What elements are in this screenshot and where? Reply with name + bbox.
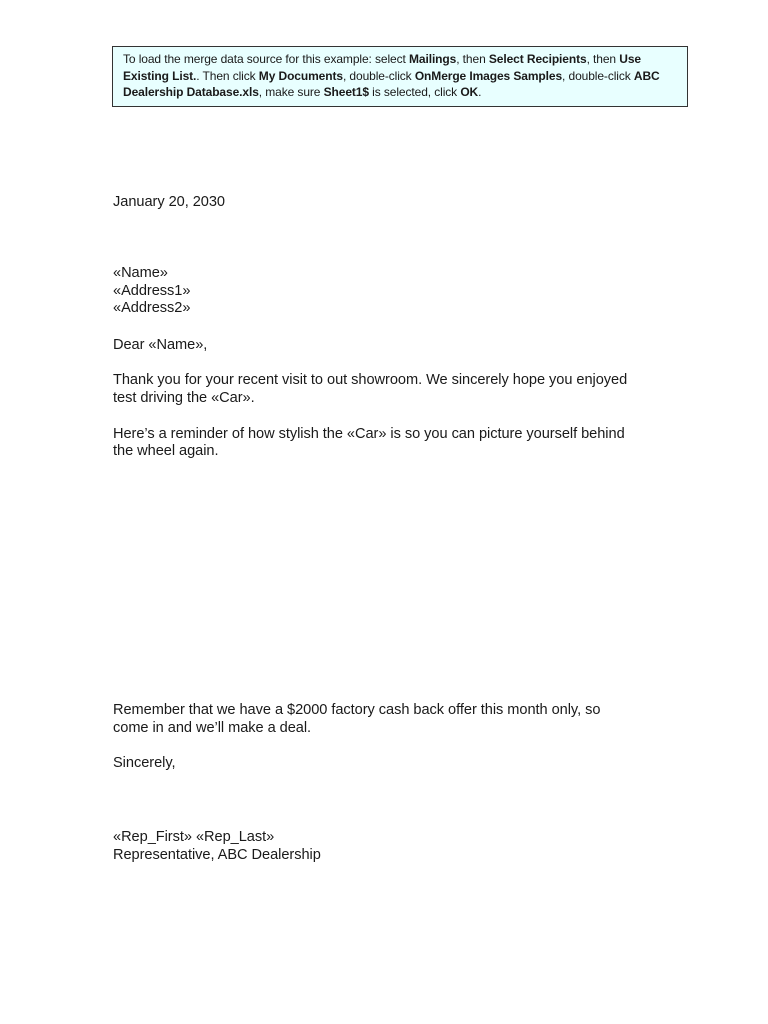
paragraph-2-line-1: Here’s a reminder of how stylish the «Car» is so you can picture yourself behind	[113, 426, 625, 442]
recipient-address1-field: «Address1»	[113, 283, 191, 299]
paragraph-3-line-2: come in and we’ll make a deal.	[113, 720, 312, 736]
paragraph-1-line-2: test driving the «Car».	[113, 390, 255, 406]
merge-instructions-box	[112, 46, 688, 107]
letter-date: January 20, 2030	[113, 194, 225, 210]
closing: Sincerely,	[113, 755, 176, 771]
recipient-name-field: «Name»	[113, 265, 168, 281]
recipient-address2-field: «Address2»	[113, 300, 191, 316]
paragraph-2-line-2: the wheel again.	[113, 443, 219, 459]
representative-title: Representative, ABC Dealership	[113, 847, 321, 863]
salutation: Dear «Name»,	[113, 337, 208, 353]
paragraph-3-line-1: Remember that we have a $2000 factory cash back offer this month only, so	[113, 702, 601, 718]
paragraph-1-line-1: Thank you for your recent visit to out showroom. We sincerely hope you enjoyed	[113, 372, 628, 388]
instructions-text: To load the merge data source for this example: select Mailings, then Select Recipients, then Use Existing List.. Then click My Documents, double-click OnMerge Images Samples, double-click ABC Dealership Database.xls, make sure Sheet1$ is selected, click OK.	[123, 52, 660, 99]
representative-name-field: «Rep_First» «Rep_Last»	[113, 829, 275, 845]
